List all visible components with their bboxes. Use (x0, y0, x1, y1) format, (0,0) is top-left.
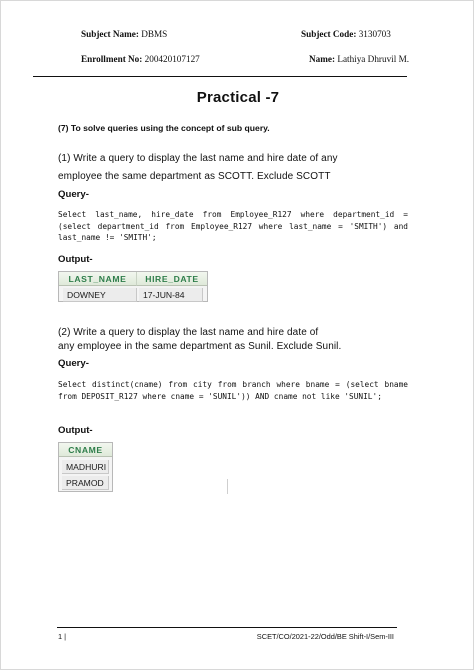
q1-col-hire-date: HIRE_DATE (137, 272, 207, 286)
scan-mark (227, 479, 228, 494)
footer-rule (57, 627, 397, 628)
q1-output-label: Output- (58, 254, 93, 265)
aim-text: (7) To solve queries using the concept of sub query. (58, 123, 270, 133)
q1-question (58, 150, 420, 186)
subject-name-label: Subject Name: (81, 29, 139, 39)
q1-query: Select last_name, hire_date from Employee_R127 where department_id = (select department_id from Employee_R127 where last_name = 'SMITH') and last_name != 'SMITH'; (58, 210, 408, 242)
q2-query: Select distinct(cname) from city from branch where bname = (select bname from DEPOSIT_R127 where cname = 'SUNIL')) AND cname not like 'SUNIL'; (58, 380, 408, 401)
q2-output-label: Output- (58, 425, 93, 436)
q2-query-label: Query- (58, 358, 89, 369)
q2-cell-row1: MADHURI (62, 460, 109, 474)
footer-course-code: SCET/CO/2021-22/Odd/BE Shift-I/Sem-III (256, 632, 394, 641)
q2-col-cname: CNAME (59, 443, 112, 457)
enrollment-value: 200420107127 (144, 54, 200, 64)
q1-cell-last-name: DOWNEY (63, 288, 137, 302)
page-title: Practical -7 (196, 89, 280, 106)
subject-code (301, 29, 391, 39)
q1-output-table (58, 271, 208, 302)
enrollment-label: Enrollment No: (81, 54, 143, 64)
q2-output-table (58, 442, 113, 492)
q1-query-label: Query- (58, 189, 89, 200)
student-name (309, 54, 409, 64)
q2-question-line2: any employee in the same department as Sunil. Exclude Sunil. (58, 341, 342, 352)
q2-cell-row2: PRAMOD (62, 476, 109, 490)
enrollment (81, 54, 200, 64)
subject-code-value: 3130703 (358, 29, 391, 39)
header-rule (33, 76, 407, 77)
q2-question (58, 326, 420, 354)
student-name-label: Name: (309, 54, 336, 64)
subject-name-value: DBMS (141, 29, 168, 39)
footer-page-number: 1 | (58, 632, 67, 641)
q1-question-line2: employee the same department as SCOTT. Exclude SCOTT (58, 171, 331, 182)
q1-question-line1: (1) Write a query to display the last name and hire date of any (58, 153, 338, 164)
subject-name (81, 29, 167, 39)
q1-cell-hire-date: 17-JUN-84 (139, 288, 203, 302)
q1-col-last-name: LAST_NAME (59, 272, 137, 286)
subject-code-label: Subject Code: (301, 29, 357, 39)
student-name-value: Lathiya Dhruvil M. (337, 54, 410, 64)
q2-question-line1: (2) Write a query to display the last name and hire date of (58, 327, 319, 338)
